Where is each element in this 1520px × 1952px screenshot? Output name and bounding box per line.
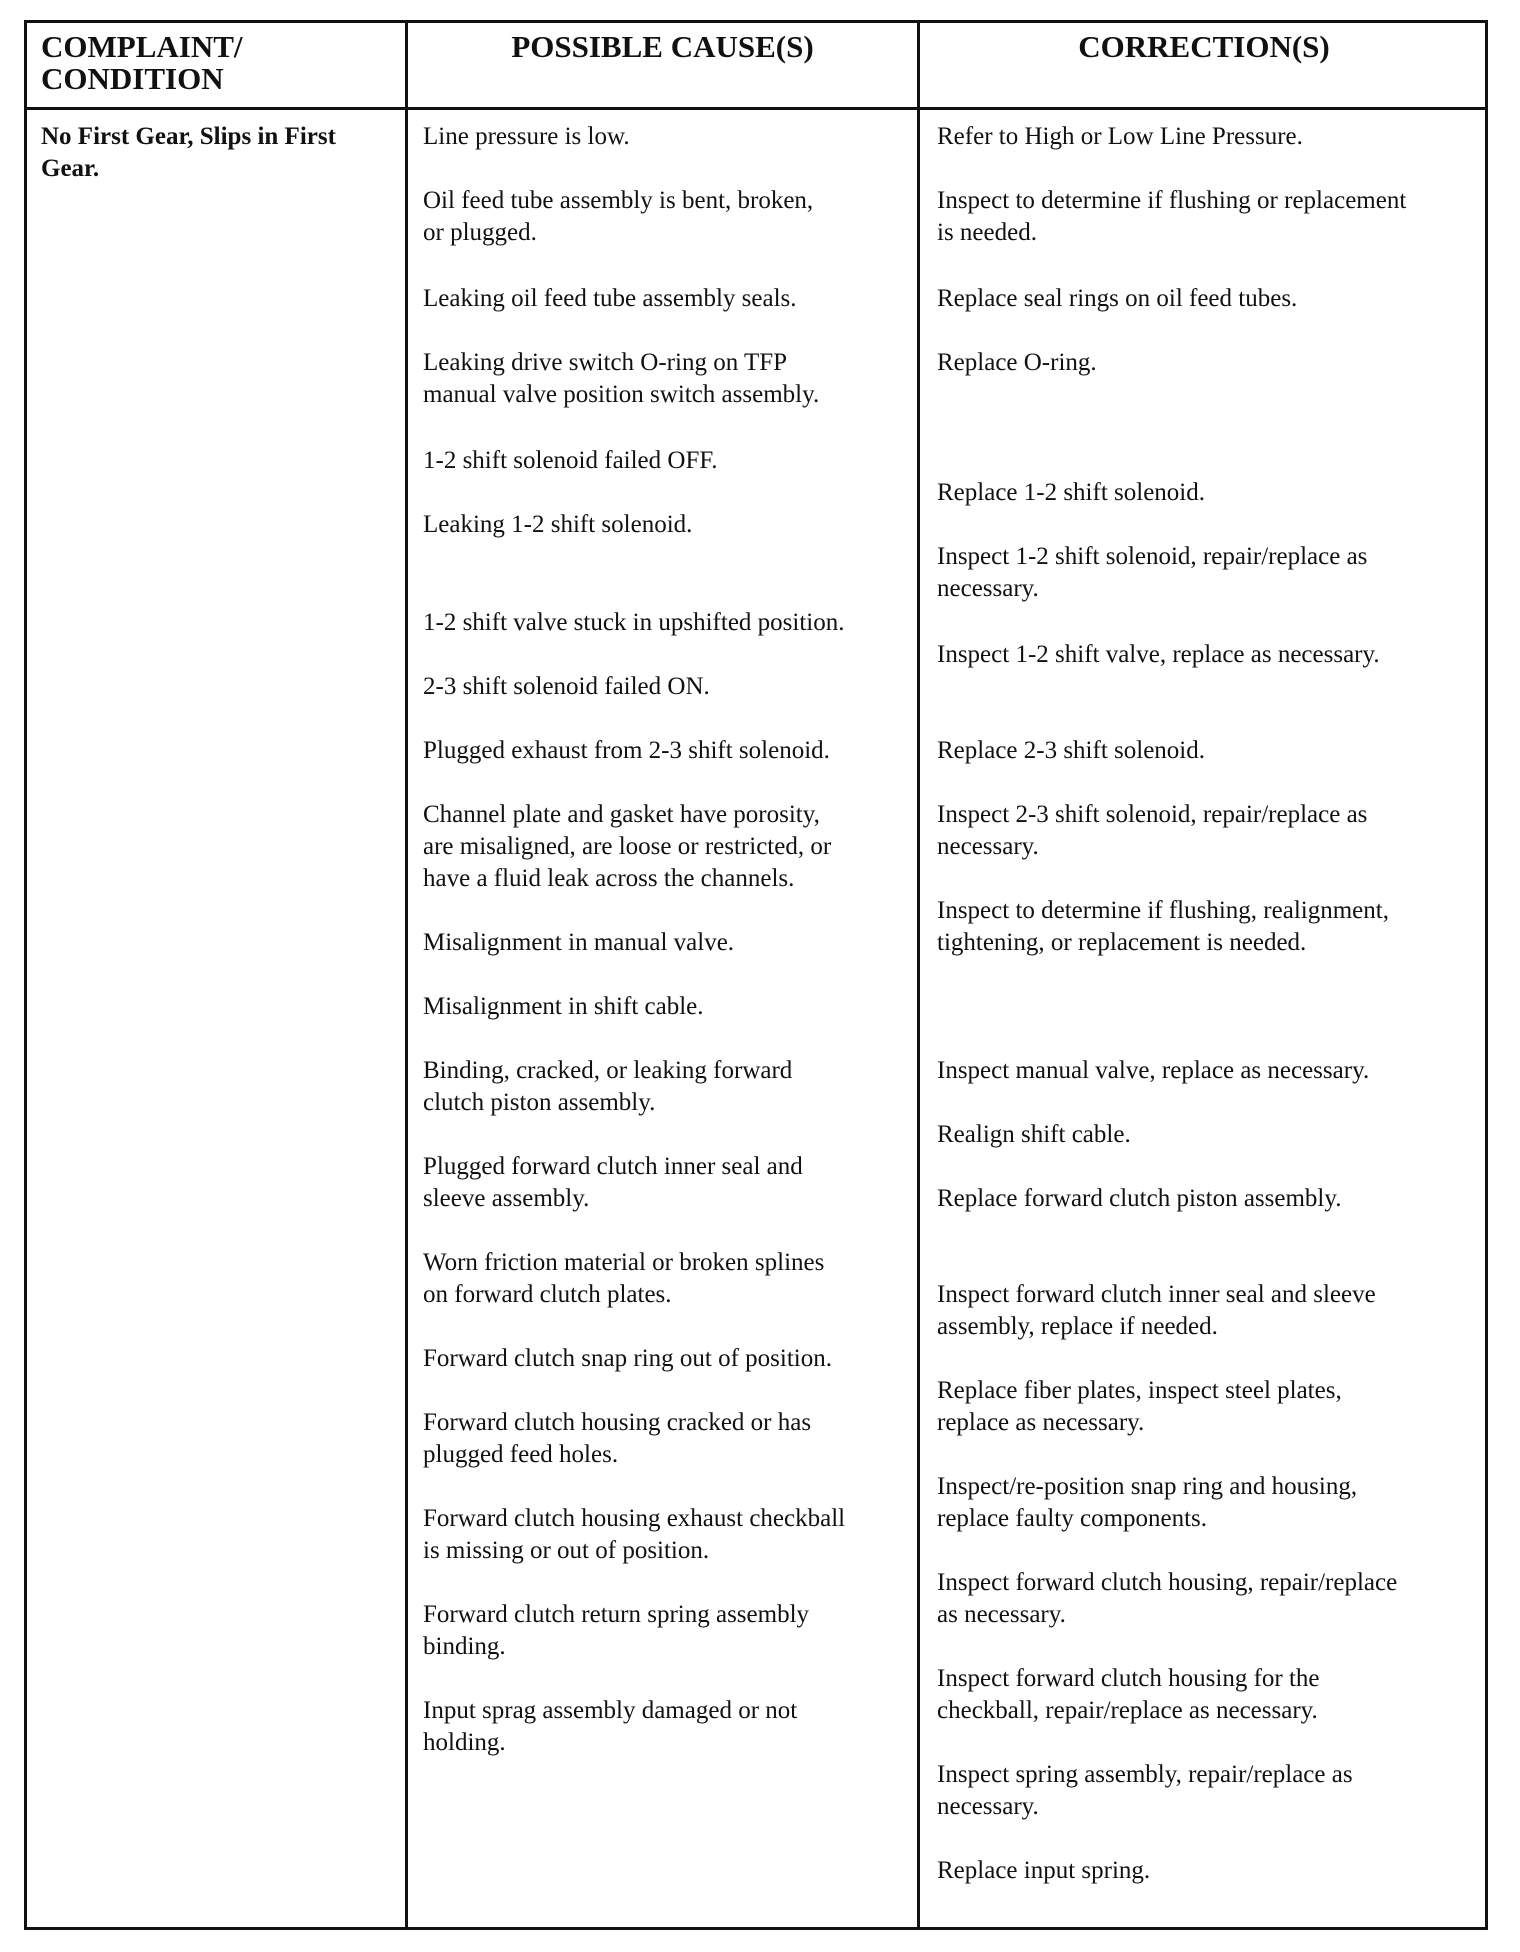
correction-line: necessary. <box>937 833 1039 860</box>
correction-item <box>937 1663 1320 1727</box>
correction-line: as necessary. <box>937 1601 1066 1628</box>
correction-line: tightening, or replacement is needed. <box>937 929 1307 956</box>
cause-line: Forward clutch return spring assembly <box>423 1601 810 1628</box>
correction-item <box>937 1055 1369 1087</box>
correction-line: Replace O-ring. <box>937 349 1097 376</box>
cause-line: Oil feed tube assembly is bent, broken, <box>423 187 814 214</box>
correction-item <box>937 185 1406 249</box>
correction-line: necessary. <box>937 575 1039 602</box>
condition-text: No First Gear, Slips in First Gear. <box>41 123 336 182</box>
cause-line: is missing or out of position. <box>423 1537 710 1564</box>
cause-line: Forward clutch housing exhaust checkball <box>423 1505 846 1532</box>
correction-line: Inspect manual valve, replace as necessary. <box>937 1057 1370 1084</box>
correction-item <box>937 735 1205 767</box>
cause-item <box>423 1151 803 1215</box>
correction-item <box>937 1471 1357 1535</box>
cause-item <box>423 347 819 411</box>
cause-item <box>423 509 692 541</box>
cause-item <box>423 991 704 1023</box>
cause-line: sleeve assembly. <box>423 1185 590 1212</box>
cause-item <box>423 121 630 153</box>
correction-line: Inspect 1-2 shift valve, replace as necessary. <box>937 641 1380 668</box>
cause-item <box>423 607 844 639</box>
correction-item <box>937 347 1097 379</box>
correction-line: Refer to High or Low Line Pressure. <box>937 123 1303 150</box>
column-divider <box>405 23 408 1927</box>
correction-line: Replace seal rings on oil feed tubes. <box>937 285 1298 312</box>
correction-item <box>937 121 1303 153</box>
correction-line: Inspect spring assembly, repair/replace as <box>937 1761 1353 1788</box>
cause-line: on forward clutch plates. <box>423 1281 672 1308</box>
cause-line: Binding, cracked, or leaking forward <box>423 1057 793 1084</box>
correction-line: Inspect/re-position snap ring and housing, <box>937 1473 1358 1500</box>
correction-line: assembly, replace if needed. <box>937 1313 1218 1340</box>
cause-line: 1-2 shift valve stuck in upshifted position. <box>423 609 845 636</box>
correction-line: necessary. <box>937 1793 1039 1820</box>
correction-line: Replace fiber plates, inspect steel plates, <box>937 1377 1342 1404</box>
cause-line: Plugged forward clutch inner seal and <box>423 1153 803 1180</box>
correction-line: Inspect forward clutch inner seal and sleeve <box>937 1281 1376 1308</box>
cause-line: Worn friction material or broken splines <box>423 1249 825 1276</box>
cause-line: plugged feed holes. <box>423 1441 619 1468</box>
cause-line: Line pressure is low. <box>423 123 630 150</box>
cause-line: Channel plate and gasket have porosity, <box>423 801 820 828</box>
cause-item <box>423 1247 824 1311</box>
correction-line: Inspect 2-3 shift solenoid, repair/replace as <box>937 801 1368 828</box>
header-complaint: COMPLAINT/ CONDITION <box>41 29 243 96</box>
cause-item <box>423 1055 792 1119</box>
column-divider <box>917 23 920 1927</box>
cause-line: have a fluid leak across the channels. <box>423 865 795 892</box>
cause-item <box>423 1407 811 1471</box>
cause-line: Leaking oil feed tube assembly seals. <box>423 285 797 312</box>
cause-line: or plugged. <box>423 219 537 246</box>
diagnosis-table <box>24 20 1488 1930</box>
correction-item <box>937 541 1367 605</box>
cause-line: clutch piston assembly. <box>423 1089 656 1116</box>
cause-item <box>423 185 813 249</box>
correction-line: Inspect to determine if flushing, realignment, <box>937 897 1389 924</box>
cause-line: manual valve position switch assembly. <box>423 381 820 408</box>
correction-item <box>937 1183 1342 1215</box>
cause-item <box>423 671 710 703</box>
cause-line: Leaking 1-2 shift solenoid. <box>423 511 693 538</box>
cause-line: Leaking drive switch O-ring on TFP <box>423 349 788 376</box>
cause-line: holding. <box>423 1729 506 1756</box>
correction-item <box>937 1279 1376 1343</box>
correction-line: Replace forward clutch piston assembly. <box>937 1185 1342 1212</box>
header-correction: CORRECTION(S) <box>1078 29 1330 64</box>
correction-item <box>937 799 1367 863</box>
cause-line: 2-3 shift solenoid failed ON. <box>423 673 710 700</box>
cause-item <box>423 283 797 315</box>
correction-line: checkball, repair/replace as necessary. <box>937 1697 1318 1724</box>
correction-item <box>937 477 1205 509</box>
cause-item <box>423 445 718 477</box>
correction-line: Replace 2-3 shift solenoid. <box>937 737 1205 764</box>
cause-item <box>423 1343 832 1375</box>
cause-line: Forward clutch housing cracked or has <box>423 1409 812 1436</box>
correction-line: Replace input spring. <box>937 1857 1151 1884</box>
cause-line: Misalignment in manual valve. <box>423 929 735 956</box>
cause-line: are misaligned, are loose or restricted, or <box>423 833 832 860</box>
correction-line: Replace 1-2 shift solenoid. <box>937 479 1205 506</box>
cause-item <box>423 927 734 959</box>
correction-item <box>937 283 1297 315</box>
correction-line: Realign shift cable. <box>937 1121 1131 1148</box>
cause-line: Plugged exhaust from 2-3 shift solenoid. <box>423 737 830 764</box>
cause-item <box>423 735 830 767</box>
cause-line: 1-2 shift solenoid failed OFF. <box>423 447 718 474</box>
cause-item <box>423 1503 845 1567</box>
cause-line: Forward clutch snap ring out of position. <box>423 1345 832 1372</box>
correction-line: Inspect to determine if flushing or replacement <box>937 187 1407 214</box>
correction-line: replace faulty components. <box>937 1505 1208 1532</box>
correction-item <box>937 1567 1397 1631</box>
correction-line: Inspect 1-2 shift solenoid, repair/replace as <box>937 543 1368 570</box>
cause-item <box>423 1599 809 1663</box>
cause-line: Misalignment in shift cable. <box>423 993 704 1020</box>
correction-item <box>937 1759 1353 1823</box>
header-cause: POSSIBLE CAUSE(S) <box>511 29 814 64</box>
cause-item <box>423 1695 797 1759</box>
correction-line: Inspect forward clutch housing for the <box>937 1665 1320 1692</box>
correction-item <box>937 895 1389 959</box>
cause-line: Input sprag assembly damaged or not <box>423 1697 798 1724</box>
correction-line: is needed. <box>937 219 1037 246</box>
cause-line: binding. <box>423 1633 506 1660</box>
correction-item <box>937 639 1380 671</box>
correction-item <box>937 1855 1150 1887</box>
header-divider <box>27 107 1485 110</box>
correction-line: Inspect forward clutch housing, repair/replace <box>937 1569 1398 1596</box>
correction-item <box>937 1375 1342 1439</box>
correction-item <box>937 1119 1131 1151</box>
correction-line: replace as necessary. <box>937 1409 1145 1436</box>
cause-item <box>423 799 831 895</box>
